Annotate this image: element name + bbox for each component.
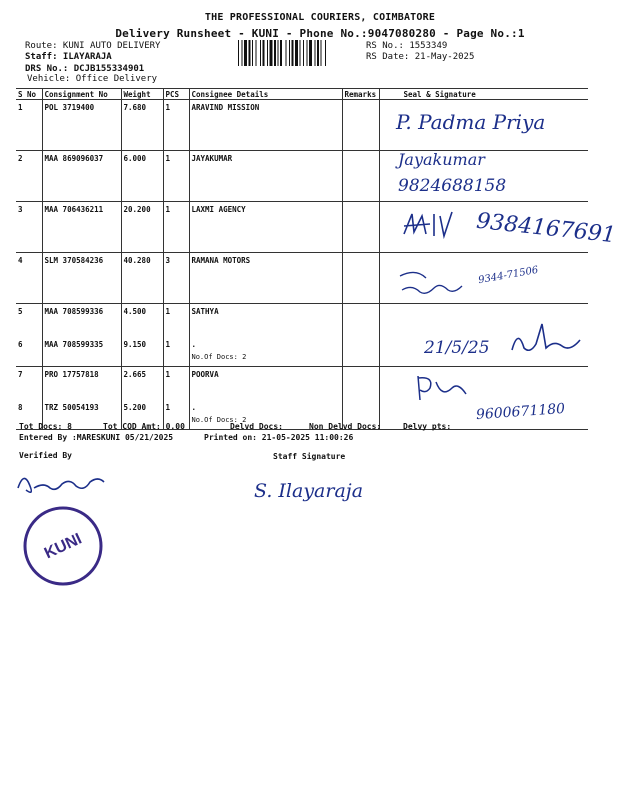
- cell-consignment: POL 3719400: [42, 100, 121, 151]
- table-header-row: [16, 89, 588, 100]
- staff-signature-label: Staff Signature: [273, 452, 346, 461]
- barcode-bar: [303, 40, 304, 66]
- barcode-bar: [315, 40, 316, 66]
- signature-row6-scribble: [412, 372, 474, 406]
- barcode-bar: [280, 40, 282, 66]
- staff-label: Staff: ILAYARAJA: [25, 52, 112, 62]
- cell-remarks: [342, 202, 379, 253]
- column-header: Weight: [121, 89, 163, 100]
- cell-weight: 40.280: [121, 253, 163, 304]
- barcode-image: [238, 40, 356, 66]
- column-header: Consignee Details: [189, 89, 342, 100]
- cell-remarks: [342, 304, 379, 338]
- signature-row6-phone: 9600671180: [475, 400, 566, 424]
- verified-by-label: Verified By: [19, 451, 72, 460]
- cell-consignment: PRO 17757818: [42, 367, 121, 401]
- runsheet-table: [16, 88, 588, 430]
- barcode-bar: [295, 40, 298, 66]
- barcode-bar: [286, 40, 287, 66]
- cell-remarks: [342, 367, 379, 401]
- cell-consignment: SLM 370584236: [42, 253, 121, 304]
- cell-pcs: 1: [163, 400, 189, 430]
- cell-consignee: ARAVIND MISSION: [189, 100, 342, 151]
- signature-row1: P. Padma Priya: [396, 110, 546, 134]
- cell-consignment: MAA 706436211: [42, 202, 121, 253]
- cell-consignee: RAMANA MOTORS: [189, 253, 342, 304]
- barcode-bar: [292, 40, 294, 66]
- table-row: [16, 304, 588, 338]
- cell-pcs: 1: [163, 151, 189, 202]
- docs-count: No.Of Docs: 2: [191, 416, 247, 424]
- runsheet-title: Delivery Runsheet - KUNI - Phone No.:9047080280 - Page No.:1: [115, 27, 525, 40]
- consignee-text: .: [191, 340, 197, 349]
- company-title: THE PROFESSIONAL COURIERS, COIMBATORE: [204, 12, 436, 23]
- docs-count: No.Of Docs: 2: [191, 353, 247, 361]
- consignee-text: .: [191, 403, 197, 412]
- cell-weight: 5.200: [121, 400, 163, 430]
- column-header: PCS: [163, 89, 189, 100]
- barcode-bar: [242, 40, 243, 66]
- cell-weight: 20.200: [121, 202, 163, 253]
- total-docs: Tot Docs: 8: [19, 422, 72, 431]
- cell-sno: 1: [16, 100, 42, 151]
- column-header: Consignment No: [42, 89, 121, 100]
- barcode-bar: [321, 40, 322, 66]
- column-header: Seal & Signature: [379, 89, 588, 100]
- cell-sno: 8: [16, 400, 42, 430]
- cell-consignee: POORVA: [189, 367, 342, 401]
- cell-pcs: 1: [163, 304, 189, 338]
- barcode-bar: [317, 40, 319, 66]
- barcode-bar: [278, 40, 279, 66]
- cell-pcs: 3: [163, 253, 189, 304]
- non-delivered-docs: Non Delvd Docs:: [309, 422, 382, 431]
- barcode-bar: [238, 40, 239, 66]
- vehicle-label: Vehicle: Office Delivery: [27, 74, 158, 84]
- delivery-points: Delvy pts:: [403, 422, 452, 431]
- kuni-stamp: [22, 505, 104, 587]
- signature-row5-scribble: [508, 318, 588, 358]
- barcode-bar: [307, 40, 308, 66]
- signature-row2-phone: 9824688158: [398, 176, 507, 196]
- barcode-bar: [249, 40, 251, 66]
- printed-on: Printed on: 21-05-2025 11:00:26: [204, 433, 354, 442]
- table-row: [16, 367, 588, 401]
- cell-sno: 2: [16, 151, 42, 202]
- cell-sno: 3: [16, 202, 42, 253]
- barcode-bar: [252, 40, 253, 66]
- verifier-signature: [14, 468, 114, 500]
- signature-row3-scribble: [400, 208, 460, 242]
- signature-row4-scribble: [396, 266, 476, 302]
- barcode-bar: [260, 40, 261, 66]
- rs-number: RS No.: 1553349: [366, 41, 448, 51]
- barcode-bar: [256, 40, 257, 66]
- cell-weight: 6.000: [121, 151, 163, 202]
- cell-sno: 6: [16, 337, 42, 367]
- cell-remarks: [342, 151, 379, 202]
- route-label: Route: KUNI AUTO DELIVERY: [25, 41, 161, 51]
- barcode-bar: [300, 40, 301, 66]
- cell-pcs: 1: [163, 337, 189, 367]
- cell-pcs: 1: [163, 202, 189, 253]
- cell-sno: 5: [16, 304, 42, 338]
- barcode-bar: [244, 40, 247, 66]
- cell-weight: 2.665: [121, 367, 163, 401]
- barcode-bar: [325, 40, 326, 66]
- delivered-docs: Delvd Docs:: [230, 422, 283, 431]
- cell-sno: 7: [16, 367, 42, 401]
- signature-row2-name: Jayakumar: [398, 150, 485, 169]
- barcode-bar: [267, 40, 268, 66]
- signature-date: 21/5/25: [424, 338, 490, 358]
- rs-date: RS Date: 21-May-2025: [366, 52, 475, 62]
- cell-signature: [379, 367, 588, 401]
- cell-sno: 4: [16, 253, 42, 304]
- cell-consignee: SATHYA: [189, 304, 342, 338]
- cell-consignment: TRZ 50054193: [42, 400, 121, 430]
- cell-pcs: 1: [163, 367, 189, 401]
- signature-row3-phone: 9384167691: [475, 208, 617, 249]
- column-header: Remarks: [342, 89, 379, 100]
- barcode-bar: [274, 40, 276, 66]
- table-row: [16, 337, 588, 367]
- cell-remarks: [342, 100, 379, 151]
- drs-number: DRS No.: DCJB155334901: [25, 64, 145, 74]
- cell-weight: 9.150: [121, 337, 163, 367]
- cell-consignment: MAA 708599335: [42, 337, 121, 367]
- column-header: S No: [16, 89, 42, 100]
- entered-by: Entered By :MARESKUNI 05/21/2025: [19, 433, 174, 442]
- cell-remarks: [342, 337, 379, 367]
- cell-remarks: [342, 253, 379, 304]
- cell-weight: 7.680: [121, 100, 163, 151]
- staff-signature: S. Ilayaraja: [254, 480, 364, 502]
- signature-row4-phone: 9344-71506: [477, 264, 540, 287]
- cell-consignee: [189, 337, 342, 367]
- cell-consignment: MAA 708599336: [42, 304, 121, 338]
- barcode-bar: [270, 40, 273, 66]
- barcode-bar: [289, 40, 290, 66]
- cell-consignee: JAYAKUMAR: [189, 151, 342, 202]
- cell-pcs: 1: [163, 100, 189, 151]
- cell-consignee: LAXMI AGENCY: [189, 202, 342, 253]
- cell-consignment: MAA 869096037: [42, 151, 121, 202]
- barcode-bar: [309, 40, 312, 66]
- barcode-bar: [263, 40, 265, 66]
- total-cod-amount: Tot COD Amt: 0.00: [103, 422, 185, 431]
- cell-weight: 4.500: [121, 304, 163, 338]
- stamp-text: KUNI: [41, 530, 85, 563]
